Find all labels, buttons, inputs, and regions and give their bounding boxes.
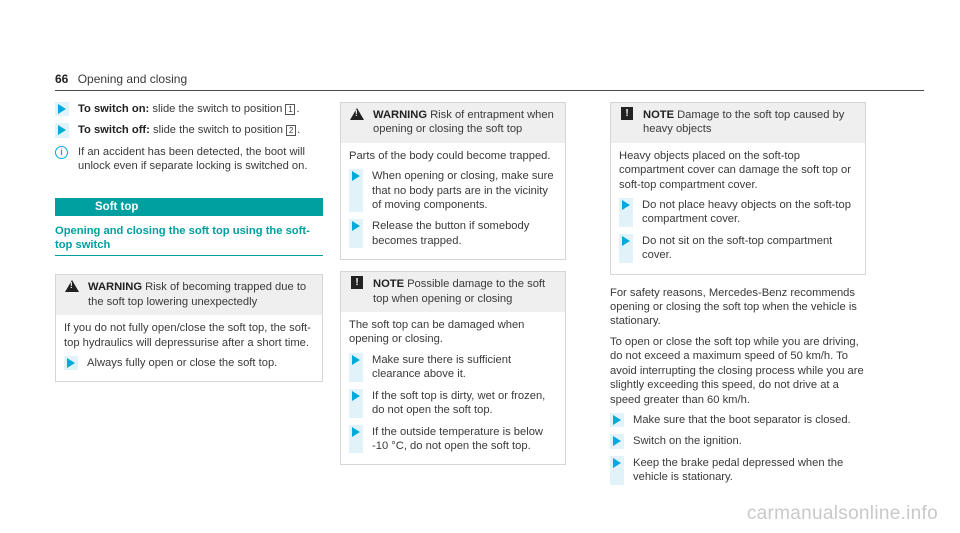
step — [610, 434, 866, 448]
page-number: 66 — [55, 72, 69, 86]
warning-header — [341, 103, 565, 143]
step-arrow-icon — [55, 123, 69, 137]
step-text: Make sure there is sufficient clearance above it. — [372, 353, 512, 381]
step-text: Make sure that the boot separator is closed. — [633, 413, 851, 426]
step-arrow-icon — [64, 356, 78, 370]
position-1-icon: 1 — [285, 104, 295, 115]
step-arrow-icon — [349, 389, 363, 418]
paragraph: To open or close the soft top while you are driving, do not exceed a maximum speed of 50 km/h. To avoid interrupting the closing process while you are slightly exceeding this speed, do not drive at a speed greater than 60 km/h. — [610, 335, 864, 406]
note-step — [349, 353, 557, 382]
warning-body — [56, 315, 322, 381]
step-text: Always fully open or close the soft top. — [87, 357, 278, 370]
warning-step — [349, 169, 557, 212]
warning-step — [64, 356, 314, 370]
step-end: . — [297, 124, 301, 137]
step-text: Switch on the ignition. — [633, 435, 742, 448]
page-header — [55, 72, 187, 86]
note-title: Damage to the soft top caused by heavy objects — [643, 109, 845, 136]
warning-body — [341, 143, 565, 259]
warning-triangle-icon — [65, 280, 79, 292]
paragraph: For safety reasons, Mercedes-Benz recommends opening or closing the soft top when the vehicle is stationary. — [610, 286, 857, 328]
step-arrow-icon — [610, 434, 624, 448]
warning-text: Parts of the body could become trapped. — [349, 149, 551, 162]
step-switch-on — [55, 102, 323, 116]
step-text: If the soft top is dirty, wet or frozen, do not open the soft top. — [372, 389, 546, 417]
note-step — [619, 198, 857, 227]
step-text: slide the switch to position — [149, 124, 287, 137]
step-label: To switch off: — [78, 124, 150, 137]
note-label: NOTE — [643, 109, 675, 121]
warning-title: Risk of entrapment when opening or closing the soft top — [373, 109, 554, 136]
warning-label: WARNING — [373, 109, 428, 121]
notice-icon: ! — [621, 107, 633, 120]
step-text: Do not sit on the soft-top compartment cover. — [642, 234, 833, 262]
step-text: Keep the brake pedal depressed when the vehicle is stationary. — [633, 456, 844, 484]
section-title: Soft top — [55, 198, 323, 216]
warning-triangle-icon — [350, 108, 364, 120]
notice-icon: ! — [351, 276, 363, 289]
watermark: carmanualsonline.info — [746, 502, 938, 524]
step-text: When opening or closing, make sure that no body parts are in the vicinity of moving components. — [372, 170, 554, 212]
note-body — [611, 143, 865, 274]
note-box — [340, 271, 566, 465]
step-switch-off — [55, 123, 323, 137]
step-label: To switch on: — [78, 103, 150, 115]
warning-step — [349, 219, 557, 248]
note-text: The soft top can be damaged when opening or closing. — [349, 319, 525, 346]
step-text: Release the button if somebody becomes trapped. — [372, 220, 530, 247]
step-text: slide the switch to position — [149, 103, 286, 115]
step-arrow-icon — [349, 219, 363, 248]
note-step — [349, 389, 557, 418]
step-arrow-icon — [55, 102, 69, 116]
info-note — [55, 145, 323, 174]
note-step — [619, 234, 857, 263]
info-icon: i — [55, 146, 68, 159]
subheading: Opening and closing the soft top using the soft-top switch — [55, 224, 323, 257]
note-box — [610, 102, 866, 275]
warning-title: Risk of becoming trapped due to the soft top lowering unexpectedly — [88, 281, 307, 308]
step — [610, 456, 866, 485]
step-text: If the outside temperature is below -10 °C, do not open the soft top. — [372, 425, 544, 452]
position-2-icon: 2 — [286, 125, 296, 136]
warning-label: WARNING — [88, 281, 143, 294]
info-text: If an accident has been detected, the boot will unlock even if separate locking is switched on. — [78, 145, 308, 173]
step-arrow-icon — [349, 425, 363, 454]
column-3 — [610, 102, 866, 492]
warning-box — [55, 274, 323, 382]
step-arrow-icon — [619, 198, 633, 227]
note-body — [341, 312, 565, 464]
note-title: Possible damage to the soft top when opening or closing — [373, 278, 546, 305]
step-arrow-icon — [349, 353, 363, 382]
header-divider — [55, 90, 924, 91]
page-title: Opening and closing — [77, 72, 188, 86]
step-arrow-icon — [349, 169, 363, 212]
step — [610, 413, 866, 427]
step-text: Do not place heavy objects on the soft-top compartment cover. — [642, 199, 851, 226]
step-arrow-icon — [619, 234, 633, 263]
note-step — [349, 425, 557, 454]
column-2 — [340, 102, 566, 476]
note-label: NOTE — [373, 278, 405, 291]
step-arrow-icon — [610, 456, 624, 485]
warning-header — [56, 275, 322, 315]
step-arrow-icon — [610, 413, 624, 427]
note-text: Heavy objects placed on the soft-top compartment cover can damage the soft top or soft-top compartment cover. — [619, 149, 851, 191]
note-header — [341, 272, 565, 312]
note-header — [611, 103, 865, 143]
warning-box — [340, 102, 566, 260]
column-1 — [55, 102, 323, 393]
warning-text: If you do not fully open/close the soft top, the soft-top hydraulics will depressurise after a short time. — [64, 322, 311, 349]
step-end: . — [296, 103, 300, 115]
